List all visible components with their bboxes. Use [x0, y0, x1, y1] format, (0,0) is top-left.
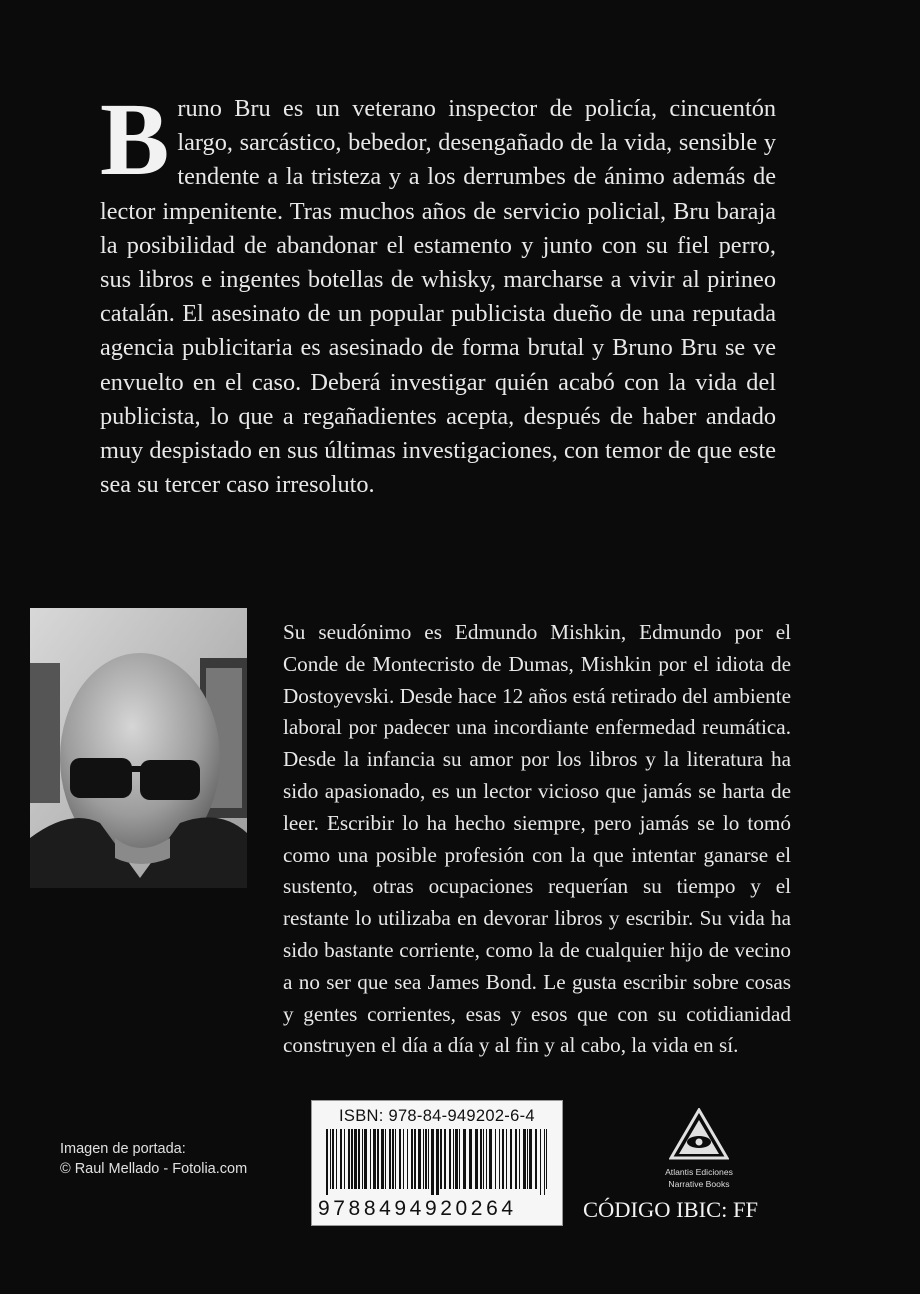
barcode-bar — [395, 1129, 396, 1189]
triangle-eye-logo-icon — [669, 1108, 729, 1160]
barcode-bar — [348, 1129, 350, 1189]
barcode-bar — [423, 1129, 424, 1189]
barcode-bar — [389, 1129, 391, 1189]
barcode-bar — [326, 1129, 328, 1195]
barcode-bar — [495, 1129, 496, 1189]
barcode-bar — [515, 1129, 517, 1189]
barcode-bar — [453, 1129, 454, 1189]
barcode-bar — [475, 1129, 478, 1189]
barcode-bar — [506, 1129, 507, 1189]
barcode-bar — [399, 1129, 401, 1189]
ibic-code: CÓDIGO IBIC: FF — [583, 1197, 759, 1222]
barcode-bar — [499, 1129, 500, 1189]
barcode-bar — [523, 1129, 526, 1189]
barcode-bar — [483, 1129, 484, 1189]
barcode-bar — [377, 1129, 379, 1189]
barcode-bar — [535, 1129, 537, 1189]
isbn-label: ISBN: 978-84-949202-6-4 — [339, 1107, 535, 1125]
barcode-bar — [444, 1129, 446, 1189]
barcode-bar — [351, 1129, 353, 1189]
barcode-bar — [344, 1129, 345, 1189]
barcode-bar — [480, 1129, 482, 1189]
credit-line-2: © Raul Mellado - Fotolia.com — [60, 1161, 248, 1177]
barcode-bar — [370, 1129, 371, 1189]
barcode-bar — [428, 1129, 429, 1189]
barcode-bar — [529, 1129, 532, 1189]
barcode-bar — [425, 1129, 427, 1189]
barcode-bar — [436, 1129, 439, 1195]
barcode-bar — [392, 1129, 394, 1189]
barcode-bar — [381, 1129, 384, 1189]
barcode-bars — [324, 1129, 550, 1195]
drop-cap: B — [100, 82, 170, 197]
barcode-bar — [440, 1129, 442, 1189]
barcode-bar — [527, 1129, 528, 1189]
isbn-barcode — [311, 1100, 563, 1226]
barcode-bar — [418, 1129, 421, 1189]
publisher-name-line1: Atlantis Ediciones — [665, 1167, 733, 1177]
barcode-bar — [332, 1129, 334, 1189]
barcode-bar — [414, 1129, 416, 1189]
synopsis-body: runo Bru es un veterano inspector de policía, cincuentón largo, sarcástico, bebedor, desengañado de la vida, sensible y tendente a la tristeza y a los derrumbes de ánimo además de lector impenitente. Tras muchos años de servicio policial, Bru baraja la posibilidad de abandonar el estamento y junto con su fiel perro, sus libros e ingentes botellas de whisky, marcharse a vivir al pirineo catalán. El asesinato de un popular publicista dueño de una reputada agencia publicitaria es asesinado de forma brutal y Bruno Bru se ve envuelto en el caso. Deberá investigar quién acabó con la vida del publicista, lo que a regañadientes acepta, después de haber andado muy despistado en sus últimas investigaciones, con temor de que este sea su tercer caso irresoluto. — [100, 95, 776, 499]
barcode-bar — [546, 1129, 547, 1189]
author-photo — [30, 608, 247, 888]
barcode-bar — [502, 1129, 504, 1189]
barcode-bar — [463, 1129, 466, 1189]
barcode-bar — [330, 1129, 331, 1189]
barcode-bar — [486, 1129, 487, 1189]
barcode-bar — [362, 1129, 363, 1189]
barcode-bar — [469, 1129, 472, 1189]
barcode-bar — [411, 1129, 413, 1189]
barcode-bar — [407, 1129, 408, 1189]
barcode-bar — [431, 1129, 434, 1195]
publisher-name-line2: Narrative Books — [668, 1179, 730, 1189]
barcode-bar — [449, 1129, 451, 1189]
barcode-bar — [544, 1129, 545, 1195]
barcode-bar — [340, 1129, 342, 1189]
barcode-bar — [385, 1129, 386, 1189]
synopsis-text — [100, 82, 776, 502]
barcode-bar — [540, 1129, 541, 1195]
barcode-bar — [373, 1129, 376, 1189]
barcode-bar — [336, 1129, 337, 1189]
publisher-block — [634, 1108, 764, 1189]
barcode-bar — [519, 1129, 520, 1189]
barcode-digits: 9788494920264 — [318, 1197, 517, 1220]
barcode-bar — [403, 1129, 404, 1189]
barcode-bar — [489, 1129, 492, 1189]
barcode-bar — [510, 1129, 512, 1189]
barcode-bar — [358, 1129, 360, 1189]
credit-line-1: Imagen de portada: — [60, 1141, 186, 1157]
barcode-bar — [455, 1129, 458, 1189]
cover-image-credit — [60, 1139, 247, 1179]
barcode-bar — [459, 1129, 460, 1189]
barcode-bar — [364, 1129, 367, 1189]
barcode-bar — [354, 1129, 357, 1189]
author-bio: Su seudónimo es Edmundo Mishkin, Edmundo por el Conde de Montecristo de Dumas, Mishkin por el idiota de Dostoyevski. Desde hace 12 años está retirado del ambiente laboral por padecer una incordiante enfermedad reumática. Desde la infancia su amor por los libros y la literatura ha sido apasionado, es un lector vicioso que jamás se harta de leer. Escribir lo ha hecho siempre, pero jamás se lo tomó como una posible profesión con la que intentar ganarse el sustento, otras ocupaciones requerían su tiempo y el restante lo utilizaba en devorar libros y escribir. Su vida ha sido bastante corriente, como la de cualquier hijo de vecino a no ser que sea James Bond. Le gusta escribir sobre cosas y gentes corrientes, esas y esos que con su cotidianidad construyen el día a día y al fin y al cabo, la vida en sí. — [283, 620, 791, 1058]
